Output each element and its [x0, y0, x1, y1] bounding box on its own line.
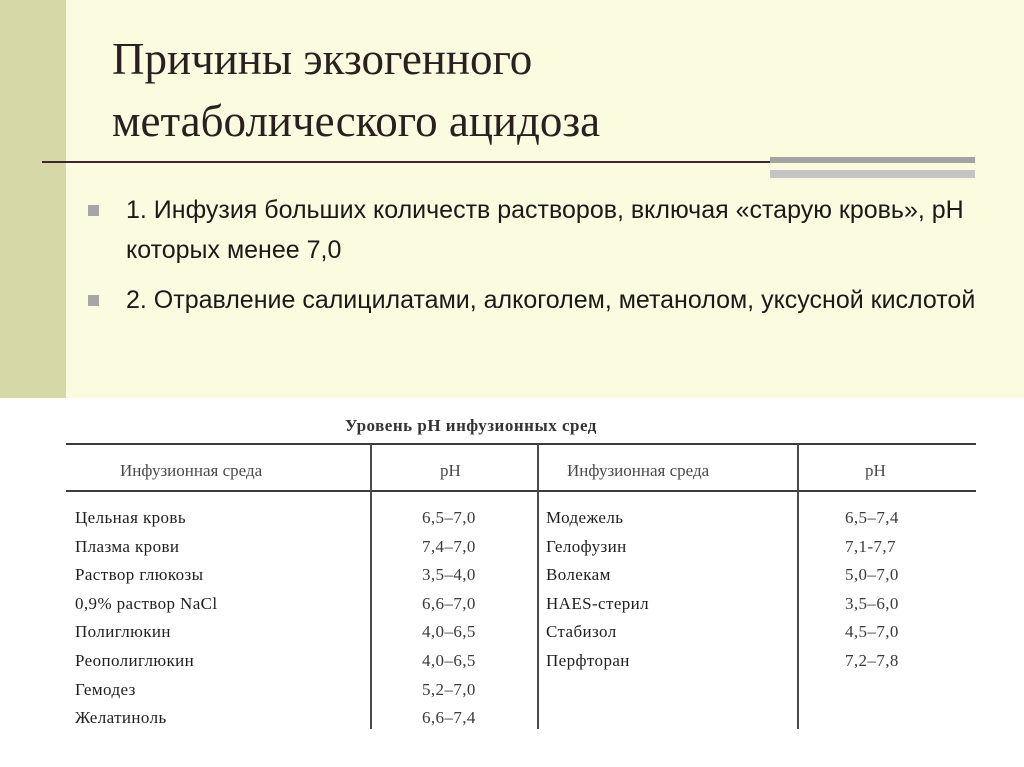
table-cell-name: Цельная кровь [75, 508, 187, 527]
bullet-square-icon [88, 205, 99, 216]
table-cell-name: Волекам [546, 565, 611, 584]
infusion-ph-table-image [0, 398, 1024, 767]
table-cell-name: Гелофузин [546, 537, 627, 556]
bullet-item [86, 190, 986, 270]
table-cell-ph: 3,5–6,0 [845, 594, 899, 613]
slide-title: Причины экзогенного метаболического ацидоза [112, 34, 601, 146]
table-top-rule [66, 443, 976, 445]
title-accent-bar-lower [770, 170, 975, 178]
table-cell-ph: 5,0–7,0 [845, 565, 899, 584]
header-infusion-medium: Инфузионная среда [120, 461, 263, 480]
table-cell-ph: 7,1-7,7 [845, 537, 896, 556]
bullet-text: 1. Инфузия больших количеств растворов, включая «старую кровь», рН которых менее 7,0 [126, 196, 964, 264]
bullet-item [86, 280, 986, 320]
header-ph: pH [440, 461, 461, 480]
table-cell-name: Плазма крови [75, 537, 180, 556]
bullet-list [86, 190, 986, 330]
table-cell-name: HAES-стерил [546, 594, 650, 613]
table-header-rule [66, 490, 976, 492]
table-cell-name: Стабизол [546, 622, 617, 641]
table-cell-ph: 4,5–7,0 [845, 622, 899, 641]
table-caption: Уровень рН инфузионных сред [345, 416, 597, 435]
bullet-square-icon [88, 295, 99, 306]
table-cell-name: Перфторан [546, 651, 630, 670]
table-divider [370, 444, 372, 729]
table-cell-name: Полиглюкин [75, 622, 171, 641]
table-cell-ph: 4,0–6,5 [422, 651, 476, 670]
bullet-text: 2. Отравление салицилатами, алкоголем, метанолом, уксусной кислотой [126, 286, 976, 314]
table-cell-ph: 7,4–7,0 [422, 537, 476, 556]
title-accent-bar [770, 157, 975, 163]
table-cell-ph: 7,2–7,8 [845, 651, 899, 670]
table-cell-ph: 6,6–7,4 [422, 708, 476, 727]
table-cell-name: Модежель [546, 508, 624, 527]
table-cell-name: Гемодез [75, 680, 136, 699]
table-cell-ph: 6,5–7,0 [422, 508, 476, 527]
table-divider [797, 444, 799, 729]
table-cell-ph: 6,5–7,4 [845, 508, 899, 527]
header-ph: pH [865, 461, 886, 480]
title-underline [42, 161, 782, 163]
table-cell-name: Раствор глюкозы [75, 565, 204, 584]
table-divider [537, 444, 539, 729]
table-cell-name: Реополиглюкин [75, 651, 195, 670]
slide-side-stripe [0, 0, 66, 398]
header-infusion-medium: Инфузионная среда [567, 461, 710, 480]
table-cell-name: Желатиноль [75, 708, 167, 727]
table-cell-ph: 4,0–6,5 [422, 622, 476, 641]
table-cell-ph: 6,6–7,0 [422, 594, 476, 613]
table-cell-ph: 5,2–7,0 [422, 680, 476, 699]
table-cell-name: 0,9% раствор NaCl [75, 594, 218, 613]
table-cell-ph: 3,5–4,0 [422, 565, 476, 584]
